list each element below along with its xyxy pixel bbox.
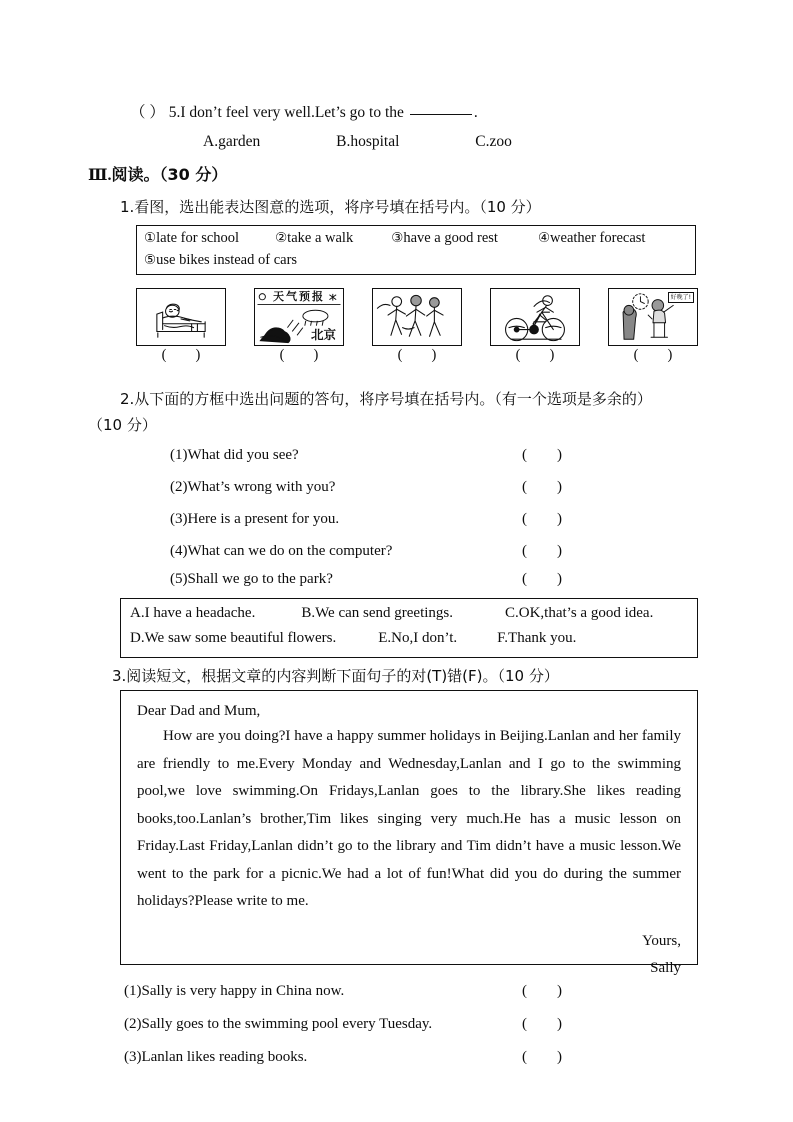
speech-bubble-text: 好晚了! xyxy=(668,292,694,303)
task-1-picture-cell-3 xyxy=(372,288,462,364)
letter-salutation: Dear Dad and Mum, xyxy=(137,703,261,719)
section-points: （30 分） xyxy=(159,165,228,184)
task-1-option-5-text: use bikes instead of cars xyxy=(156,252,298,268)
question-5-option-b[interactable]: B.hospital xyxy=(336,133,400,150)
people-taking-a-walk-art xyxy=(373,289,461,345)
task-1-picture-4-answer-paren[interactable]: ( ) xyxy=(515,347,555,363)
task-2-question-4-answer-paren[interactable]: ( ) xyxy=(522,543,562,559)
task-1-option-4-text: weather forecast xyxy=(550,230,646,246)
question-5-options xyxy=(203,133,512,151)
question-5-answer-paren[interactable]: （ ） xyxy=(130,104,165,121)
task-1-option-3[interactable] xyxy=(391,230,498,247)
circled-number-4-icon: ④ xyxy=(537,230,551,246)
task-2-question-4: (4)What can we do on the computer? xyxy=(170,543,393,559)
task-1-options-row-2 xyxy=(144,252,297,269)
task-1-picture-cell-4 xyxy=(490,288,580,364)
child-resting-in-bed-art xyxy=(137,289,225,345)
letter-closing: Yours, xyxy=(642,932,681,949)
letter-signoff xyxy=(137,928,681,982)
section-roman-numeral: Ⅲ. xyxy=(88,167,112,184)
circled-number-3-icon: ③ xyxy=(391,230,404,246)
person-riding-bicycle-art xyxy=(491,289,579,345)
task-2-answer-option-d[interactable]: D.We saw some beautiful flowers. xyxy=(130,630,337,646)
task-3-statement-1: (1)Sally is very happy in China now. xyxy=(124,983,345,999)
task-1-picture-cell-2 xyxy=(254,288,344,364)
task-2-answer-option-c[interactable]: C.OK,that’s a good idea. xyxy=(505,605,654,621)
task-1-option-3-text: have a good rest xyxy=(403,230,498,246)
task-1-option-5[interactable] xyxy=(144,252,297,268)
task-2-answer-option-e[interactable]: E.No,I don’t. xyxy=(378,630,458,646)
task-2-question-3: (3)Here is a present for you. xyxy=(170,511,340,527)
task-2-prompt-line-2: （10 分） xyxy=(88,416,157,434)
task-2-answer-option-f[interactable]: F.Thank you. xyxy=(497,630,577,646)
task-1-picture-strip xyxy=(136,288,698,366)
task-2-answer-bank-box xyxy=(120,598,698,658)
question-5-option-c[interactable]: C.zoo xyxy=(475,133,512,150)
question-5-line xyxy=(130,100,478,122)
task-2-question-2-answer-paren[interactable]: ( ) xyxy=(522,479,562,495)
task-2-question-2: (2)What’s wrong with you? xyxy=(170,479,336,495)
task-1-option-2[interactable] xyxy=(275,230,353,247)
task-1-picture-1-answer-paren[interactable]: ( ) xyxy=(161,347,201,363)
task-2-answer-option-a[interactable]: A.I have a headache. xyxy=(130,605,256,621)
task-1-prompt: 1.看图，选出能表达图意的选项，将序号填在括号内。（10 分） xyxy=(120,198,541,216)
task-3-statement-1-answer-paren[interactable]: ( ) xyxy=(522,983,562,999)
weather-forecast-city: 北京 xyxy=(310,327,336,342)
child-resting-in-bed-icon xyxy=(136,288,226,346)
task-2-answer-bank-row-1 xyxy=(130,605,653,622)
task-3-passage-box xyxy=(120,690,698,976)
task-2-question-5-answer-paren[interactable]: ( ) xyxy=(522,571,562,587)
task-2-answer-option-b[interactable]: B.We can send greetings. xyxy=(301,605,454,621)
circled-number-5-icon: ⑤ xyxy=(144,252,157,268)
task-2-prompt-line-1: 2.从下面的方框中选出问题的答句，将序号填在括号内。（有一个选项是多余的） xyxy=(120,390,652,408)
task-2-question-1-answer-paren[interactable]: ( ) xyxy=(522,447,562,463)
section-title: 阅读。 xyxy=(111,165,160,184)
task-1-picture-3-answer-paren[interactable]: ( ) xyxy=(397,347,437,363)
task-1-option-1[interactable] xyxy=(144,230,239,247)
task-1-picture-2-answer-paren[interactable]: ( ) xyxy=(279,347,319,363)
question-5-period: . xyxy=(473,104,478,121)
task-1-option-1-text: late for school xyxy=(156,230,240,246)
question-5-option-a[interactable]: A.garden xyxy=(203,133,261,150)
task-2-question-1: (1)What did you see? xyxy=(170,447,299,463)
task-3-statement-3-answer-paren[interactable]: ( ) xyxy=(522,1049,562,1065)
task-1-option-2-text: take a walk xyxy=(287,230,354,246)
task-1-options-row-1 xyxy=(144,230,645,247)
question-5-stem: 5.I don’t feel very well.Let’s go to the xyxy=(168,104,404,121)
circled-number-2-icon: ② xyxy=(275,230,288,246)
people-taking-a-walk-icon xyxy=(372,288,462,346)
task-1-picture-cell-1 xyxy=(136,288,226,364)
section-heading xyxy=(88,162,227,185)
circled-number-1-icon: ① xyxy=(144,230,157,246)
task-3-statement-2: (2)Sally goes to the swimming pool every Tuesday. xyxy=(124,1016,433,1032)
late-for-school-clock-icon xyxy=(608,288,698,346)
weather-forecast-tv-icon xyxy=(254,288,344,346)
task-1-picture-cell-5 xyxy=(608,288,698,364)
task-1-options-box xyxy=(136,225,696,275)
task-3-statement-2-answer-paren[interactable]: ( ) xyxy=(522,1016,562,1032)
task-1-option-4[interactable] xyxy=(538,230,646,247)
task-2-question-5: (5)Shall we go to the park? xyxy=(170,571,333,587)
person-riding-bicycle-icon xyxy=(490,288,580,346)
weather-forecast-headline: 天气预报 xyxy=(273,290,325,303)
letter-body: How are you doing?I have a happy summer holidays in Beijing.Lanlan and her family are friendly to me.Every Monday and Wednesday,Lanlan and I go to the swimming pool,we love swimming.On Fridays,Lanlan goes to the library.She likes reading books,too.Lanlan’s brother,Tim likes singing very much.He has a music lesson on Friday.Last Friday,Lanlan didn’t go to the library and Tim didn’t have a music lesson.We went to the park for a picnic.We had a lot of fun!What did you do during the summer holidays?Please write to me. xyxy=(137,728,681,909)
task-1-picture-5-answer-paren[interactable]: ( ) xyxy=(633,347,673,363)
task-3-statement-3: (3)Lanlan likes reading books. xyxy=(124,1049,308,1065)
task-2-question-3-answer-paren[interactable]: ( ) xyxy=(522,511,562,527)
letter-signature: Sally xyxy=(650,959,681,976)
task-3-prompt: 3.阅读短文，根据文章的内容判断下面句子的对(T)错(F)。（10 分） xyxy=(112,667,559,685)
question-5-blank[interactable] xyxy=(410,114,472,115)
task-2-answer-bank-row-2 xyxy=(130,630,576,647)
